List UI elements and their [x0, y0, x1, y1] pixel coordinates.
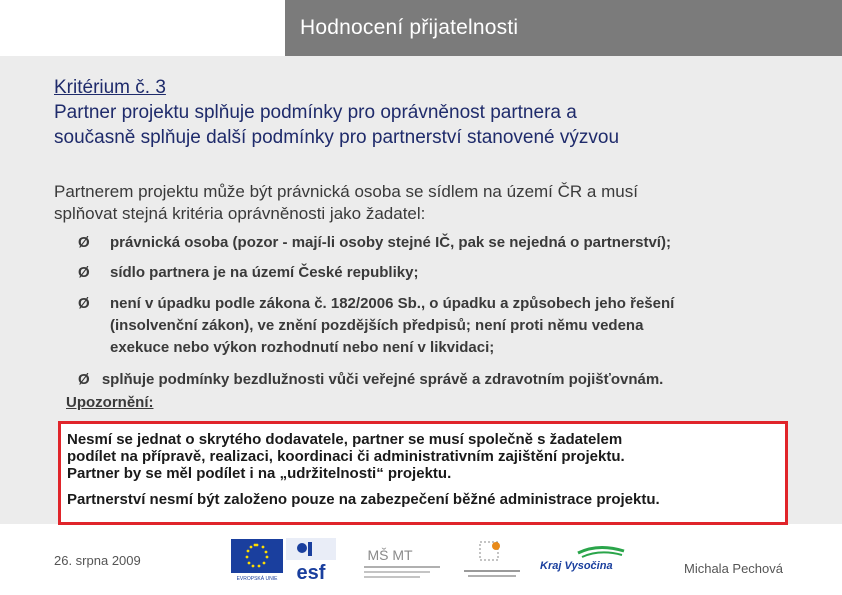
bullet-text: právnická osoba (pozor - mají-li osoby stejné IČ, pak se nejedná o partnerství); — [110, 234, 671, 251]
footer-date: 26. srpna 2009 — [54, 553, 141, 568]
bullet-item-last — [78, 369, 663, 391]
header-bar — [0, 0, 842, 56]
bullet-item — [72, 262, 802, 284]
criterion-line-1: Partner projektu splňuje podmínky pro oprávněnost partnera a — [54, 102, 577, 123]
eu-label: EVROPSKÁ UNIE — [236, 576, 278, 582]
bullet-item — [72, 293, 802, 359]
op-logo — [460, 538, 524, 582]
bullet-item — [72, 232, 802, 254]
warning-text-2: Partnerství nesmí být založeno pouze na zabezpečení běžné administrace projektu. — [67, 491, 660, 508]
bullet-text: splňuje podmínky bezdlužnosti vůči veřejné správě a zdravotním pojišťovnám. — [101, 371, 664, 388]
arrow-bullet-icon: Ø — [78, 371, 90, 388]
warning-heading: Upozornění: — [66, 394, 154, 411]
bullet-text-line-2: (insolvenční zákon), ve znění pozdějších předpisů; není proti němu vedena — [110, 317, 644, 334]
esf-logo — [286, 538, 336, 582]
bullet-text: sídlo partnera je na území České republiky; — [110, 264, 419, 281]
bullet-text-line-3: exekuce nebo výkon rozhodnutí nebo není v likvidaci; — [110, 339, 495, 356]
warning-text-1 — [67, 431, 777, 482]
footer-author: Michala Pechová — [684, 561, 783, 576]
msmt-logo — [360, 538, 444, 582]
header-left-block — [0, 0, 285, 56]
bullet-list — [72, 232, 802, 359]
warning-line-1: Nesmí se jednat o skrytého dodavatele, partner se musí společně s žadatelem — [67, 431, 623, 448]
warning-box — [58, 421, 788, 525]
kraj-vysocina-logo — [538, 543, 628, 575]
kraj-label: Kraj Vysočina — [540, 560, 613, 572]
warning-line-3: Partner by se měl podílet i na „udržitelnosti“ projektu. — [67, 465, 452, 482]
bullet-text-line-1: není v úpadku podle zákona č. 182/2006 Sb., o úpadku a způsobech jeho řešení — [110, 295, 675, 312]
intro-line-1: Partnerem projektu může být právnická osoba se sídlem na území ČR a musí — [54, 182, 638, 201]
arrow-bullet-icon: Ø — [78, 234, 90, 251]
arrow-bullet-icon: Ø — [78, 295, 90, 312]
warning-line-2: podílet na přípravě, realizaci, koordinaci či administrativním zajištění projektu. — [67, 448, 625, 465]
intro-line-2: splňovat stejná kritéria oprávněnosti jako žadatel: — [54, 204, 426, 223]
slide-title: Hodnocení přijatelnosti — [300, 16, 519, 39]
arrow-bullet-icon: Ø — [78, 264, 90, 281]
criterion-line-2: současně splňuje další podmínky pro partnerství stanovené výzvou — [54, 127, 620, 148]
eu-flag-logo — [230, 538, 284, 582]
criterion-heading: Kritérium č. 3 — [54, 77, 166, 98]
intro-paragraph — [54, 181, 814, 225]
esf-label: esf — [296, 562, 326, 582]
criterion-block — [54, 75, 619, 150]
msmt-label: MŠ MT — [367, 547, 413, 563]
